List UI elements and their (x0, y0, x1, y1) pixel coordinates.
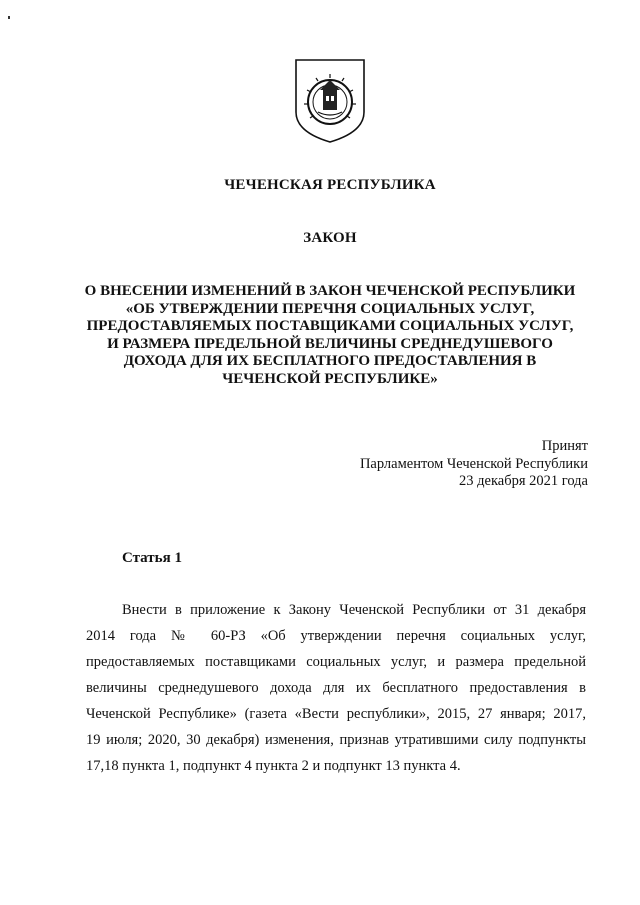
law-title-line: ЧЕЧЕНСКОЙ РЕСПУБЛИКЕ» (222, 370, 438, 387)
article-body-line: Внести в приложение к Закону Чеченской Республики от 31 декабря (122, 602, 586, 618)
law-title-line: ПРЕДОСТАВЛЯЕМЫХ ПОСТАВЩИКАМИ СОЦИАЛЬНЫХ УСЛУГ, (86, 318, 574, 334)
article-body-line: 2014 года № 60-РЗ «Об утверждении перечня социальных услуг, (86, 628, 586, 644)
article-body-line: 17,18 пункта 1, подпункт 4 пункта 2 и подпункт 13 пункта 4. (86, 758, 461, 774)
republic-heading: ЧЕЧЕНСКАЯ РЕСПУБЛИКА (224, 177, 436, 193)
law-title-line: ДОХОДА ДЛЯ ИХ БЕСПЛАТНОГО ПРЕДОСТАВЛЕНИЯ В (123, 353, 537, 369)
article-body-line: Чеченской Республике» (газета «Вести республики», 2015, 27 января; 2017, (86, 706, 586, 722)
scan-speck (8, 16, 10, 19)
article-body-line: 19 июля; 2020, 30 декабря) изменения, признав утратившими силу подпункты (86, 732, 586, 748)
adoption-line: Парламентом Чеченской Республики (359, 455, 588, 472)
law-title-line: «ОБ УТВЕРЖДЕНИИ ПЕРЕЧНЯ СОЦИАЛЬНЫХ УСЛУГ, (125, 300, 535, 317)
adoption-date: 23 декабря 2021 года (459, 473, 588, 489)
adoption-line: Принят (541, 438, 588, 454)
article-body (86, 597, 586, 779)
law-title-line: О ВНЕСЕНИИ ИЗМЕНЕНИЙ В ЗАКОН ЧЕЧЕНСКОЙ РЕСПУБЛИКИ (84, 283, 576, 299)
law-title-line: И РАЗМЕРА ПРЕДЕЛЬНОЙ ВЕЛИЧИНЫ СРЕДНЕДУШЕВОГО (107, 335, 553, 352)
article-title: Статья 1 (122, 550, 182, 566)
coat-of-arms-icon (290, 56, 370, 144)
article-body-line: величины среднедушевого дохода для их бесплатного предоставления в (86, 680, 586, 696)
adoption-block (360, 438, 588, 491)
doc-type-heading: ЗАКОН (303, 230, 357, 246)
law-title (60, 283, 600, 388)
article-body-line: предоставляемых поставщиками социальных услуг, и размера предельной (86, 654, 586, 670)
